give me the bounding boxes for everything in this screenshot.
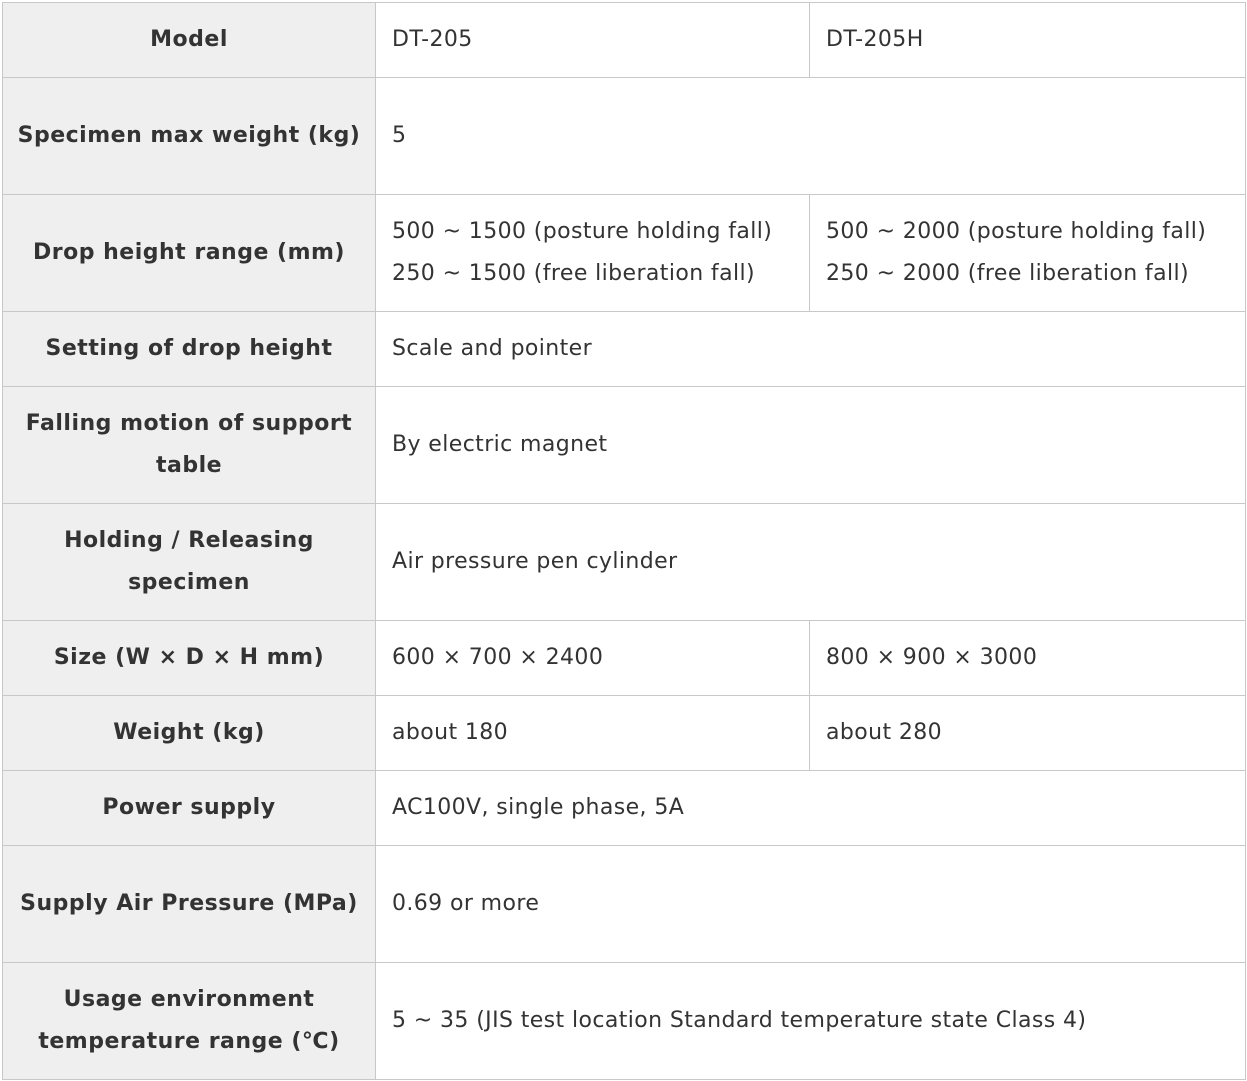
drop-height-dt-205-posture: 500 ~ 1500 (posture holding fall) [392, 219, 773, 244]
drop-height-dt-205-free: 250 ~ 1500 (free liberation fall) [392, 261, 755, 286]
row-label-setting-of-drop-height: Setting of drop height [3, 312, 376, 387]
spec-table [2, 2, 1246, 1080]
row-setting-of-drop-height [3, 312, 1246, 387]
row-usage-temperature-range [3, 963, 1246, 1080]
row-label-drop-height-range: Drop height range (mm) [3, 195, 376, 312]
row-model [3, 3, 1246, 78]
model-dt-205: DT-205 [376, 3, 810, 78]
value-usage-temperature-range: 5 ~ 35 (JIS test location Standard temperature state Class 4) [376, 963, 1246, 1080]
row-label-size: Size (W × D × H mm) [3, 621, 376, 696]
value-drop-height-dt-205 [376, 195, 810, 312]
row-label-holding-releasing: Holding / Releasing specimen [3, 504, 376, 621]
row-falling-motion [3, 387, 1246, 504]
row-label-specimen-max-weight: Specimen max weight (kg) [3, 78, 376, 195]
row-label-usage-temperature-range: Usage environment temperature range (℃) [3, 963, 376, 1080]
value-specimen-max-weight: 5 [376, 78, 1246, 195]
row-supply-air-pressure [3, 846, 1246, 963]
row-label-model: Model [3, 3, 376, 78]
value-weight-dt-205h: about 280 [810, 696, 1246, 771]
value-size-dt-205h: 800 × 900 × 3000 [810, 621, 1246, 696]
value-weight-dt-205: about 180 [376, 696, 810, 771]
value-drop-height-dt-205h [810, 195, 1246, 312]
value-size-dt-205: 600 × 700 × 2400 [376, 621, 810, 696]
row-label-weight: Weight (kg) [3, 696, 376, 771]
row-weight [3, 696, 1246, 771]
value-setting-of-drop-height: Scale and pointer [376, 312, 1246, 387]
row-holding-releasing [3, 504, 1246, 621]
row-size [3, 621, 1246, 696]
row-power-supply [3, 771, 1246, 846]
row-drop-height-range [3, 195, 1246, 312]
row-label-falling-motion: Falling motion of support table [3, 387, 376, 504]
drop-height-dt-205h-free: 250 ~ 2000 (free liberation fall) [826, 261, 1189, 286]
row-label-supply-air-pressure: Supply Air Pressure (MPa) [3, 846, 376, 963]
row-specimen-max-weight [3, 78, 1246, 195]
model-dt-205h: DT-205H [810, 3, 1246, 78]
value-power-supply: AC100V, single phase, 5A [376, 771, 1246, 846]
row-label-power-supply: Power supply [3, 771, 376, 846]
value-falling-motion: By electric magnet [376, 387, 1246, 504]
value-supply-air-pressure: 0.69 or more [376, 846, 1246, 963]
drop-height-dt-205h-posture: 500 ~ 2000 (posture holding fall) [826, 219, 1207, 244]
value-holding-releasing: Air pressure pen cylinder [376, 504, 1246, 621]
